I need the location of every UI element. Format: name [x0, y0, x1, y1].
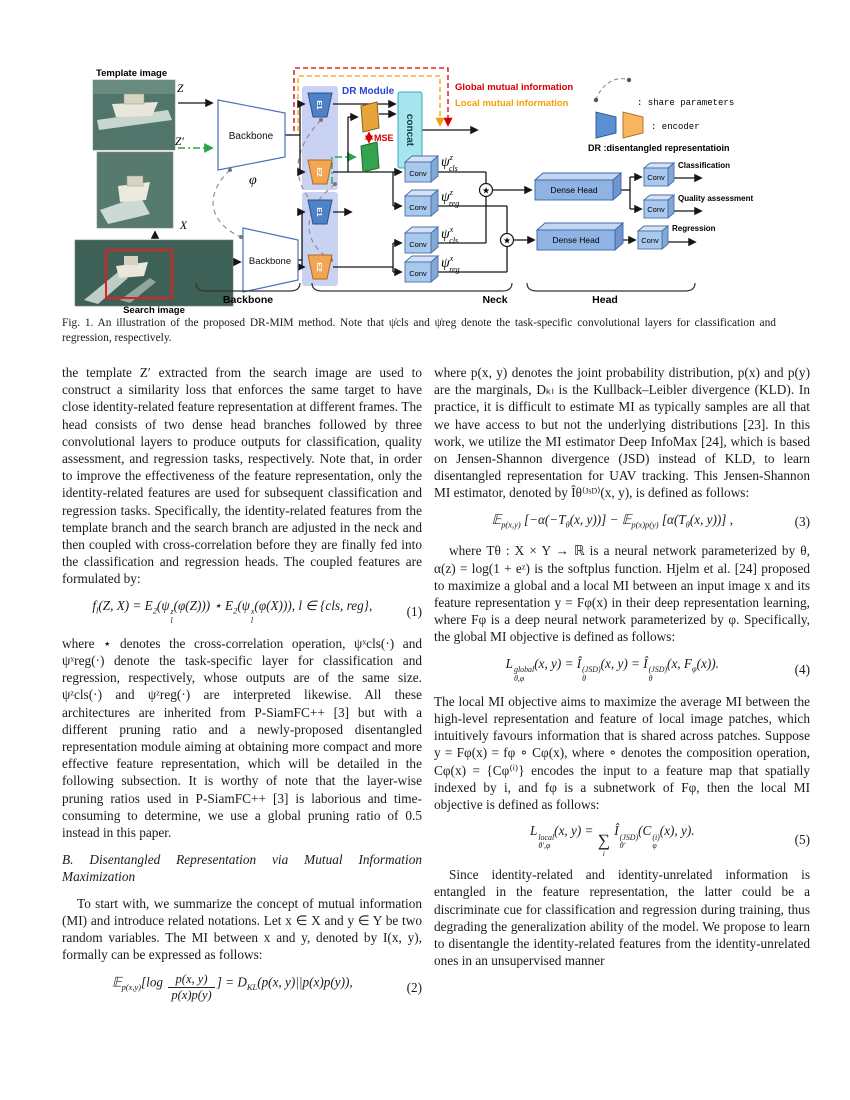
equation-3-number: (3): [794, 514, 810, 530]
figure-1-diagram: [55, 58, 795, 316]
conv-x-reg: [405, 256, 438, 282]
svg-text:Dense Head: Dense Head: [552, 235, 600, 245]
conv-z-cls: [405, 156, 438, 182]
dense-head-cls: [535, 173, 621, 200]
equation-1: [62, 597, 422, 626]
svg-text:Dense Head: Dense Head: [550, 185, 598, 195]
svg-text:★: ★: [481, 185, 491, 196]
neck-group-label: Neck: [482, 294, 508, 306]
svg-text:Conv: Conv: [409, 269, 427, 278]
psi-x-cls-label: $\psi^x$ cls: [441, 225, 459, 245]
left-column: [62, 364, 422, 1011]
svg-text:Conv: Conv: [647, 173, 665, 182]
svg-text:Conv: Conv: [647, 205, 665, 214]
section-b-heading: B. Disentangled Representation via Mutual Information Maximization: [62, 852, 422, 885]
classification-label: Classification: [678, 161, 731, 170]
equation-3: [434, 511, 810, 534]
svg-text:★: ★: [502, 235, 512, 246]
legend-encoder-label: : encoder: [651, 122, 700, 132]
paragraph-architecture: where ⋆ denotes the cross-correlation operation, ψˣcls(·) and ψˣreg(·) denote the task-specific layer for classification and regression, respectively, whose outputs are of the same size. ψᶻcls(·) and ψᶻreg(·) are interpreted likewise. All these architectures are inherited from P-SiamFC++ [3] but with a different pruning ratio and a newly-proposed disentangled representation module aiming at obtaining more compact and more effective feature representation, which will be detailed in the following subsection. It is worthy of note that the layer-wise pruning ratios used in P-SiamFC++ [3] is laborious and time-consuming to determine, we use a global pruning ratio of 0.5 instead in this paper.: [62, 635, 422, 840]
z-prime-label: Z′: [175, 136, 184, 148]
svg-text:E2: E2: [315, 167, 324, 177]
paragraph-local-mi: The local MI objective aims to maximize the average MI between the high-level representation and feature of local image patches, which intuitively favours information that is shared across patches. Suppose y = Fφ(x) = fφ ∘ Cφ(x), where ∘ denotes the composition operation, Cφ(x) = {Cφ⁽ⁱ⁾} encodes the input to a feature map that spatially indexed by i, and fφ is a subnetwork of Fφ, then the local MI objective is defined as follows:: [434, 693, 810, 812]
svg-text:Conv: Conv: [641, 236, 659, 245]
backbone-top: [218, 100, 285, 170]
backbone-bottom: [243, 228, 298, 292]
paragraph-kld: where p(x, y) denotes the joint probability distribution, p(x) and p(y) are the marginals, Dₖₗ is the Kullback–Leibler divergence (KLD). In practice, it is difficult to estimate MI as typically samples are all that we have access to but not the underlying distributions [23]. In this work, we utilize the MI estimator Deep InfoMax [24], which is based on Jensen-Shannon divergence (JSD) instead of KLD, to learn disentangled representation for UAV tracking. This Jensen-Shannon MI estimator, denoted by Îθ⁽ᴶˢᴰ⁾(x, y), is defined as follows:: [434, 365, 810, 501]
equation-2: [62, 972, 422, 1002]
equation-1-number: (1): [406, 603, 422, 619]
template-image-1: [93, 80, 175, 150]
local-mi-label: Local mutual information: [455, 98, 569, 109]
search-image: [75, 240, 233, 306]
equation-5-number: (5): [794, 832, 810, 848]
svg-text:Backbone: Backbone: [248, 256, 292, 267]
quality-assessment-label: Quality assessment: [678, 194, 754, 203]
equation-2-body: 𝔼$_{p(x,y)}$[log $\frac{p(x, y)}{p(x)p(y)}$ ] = $D_{KL}(p(x$, y)||p(x)p(y)),: [111, 972, 353, 1002]
psi-z-reg-label: $\psi^z$ reg: [441, 188, 460, 208]
mse-label: MSE: [374, 133, 394, 143]
dense-head-reg: [537, 223, 623, 250]
figure-legend: [588, 78, 734, 153]
identity-feature-slab: [361, 102, 379, 132]
svg-text:Conv: Conv: [409, 203, 427, 212]
svg-text:E1: E1: [315, 100, 324, 110]
search-image-label: Search image: [123, 305, 185, 316]
legend-encoder-blue: [596, 112, 616, 138]
paragraph-head-description: the template Z′ extracted from the search image are used to construct a similarity loss that enforces the same target to have close identity-related feature representation at different frames. The head consists of two dense head branches followed by three convolutional layers to produce outputs for classification, quality assessment, and regression tasks, respectively. Note that, in order to improve the effectiveness of the feature representation, only the identity-related features are used for subsequent classification and regression tasks. Specifically, the identity-related features from the template branch and the search branch are adjusted in the neck and then coupled with cross-correlation before they are finally fed into the classification and regression heads. The coupled features are formulated by:: [62, 365, 422, 587]
svg-text:Conv: Conv: [409, 240, 427, 249]
svg-text:concat: concat: [404, 113, 415, 147]
conv-z-reg: [405, 190, 438, 216]
paragraph-disentangle: Since identity-related and identity-unrelated information is entangled in the feature representation, the latter could be a discriminate cue for classification and regression during training, thus degrading the generalization ability of the model. We propose to learn to disentangle the identity-related features from the identity-unrelated ones in an unsupervised manner: [434, 867, 810, 969]
z-label: Z: [177, 83, 184, 95]
psi-z-cls-label: $\psi^z$ cls: [441, 153, 458, 173]
equation-5-body: L local θ′,φ (x, y) = ∑ i Î (JSD) θ′ (C (i) φ (x), y).: [530, 823, 695, 858]
equation-4: [434, 655, 810, 684]
equation-4-number: (4): [794, 661, 810, 677]
figure-caption: Fig. 1. An illustration of the proposed DR-MIM method. Note that ψ̇cls and ψ̇reg denote the task-specific convolutional layers for classification and regression, respectively.: [62, 317, 776, 344]
global-mi-label: Global mutual information: [455, 82, 574, 93]
equation-2-number: (2): [406, 979, 422, 995]
z-prime-feature-slab: [361, 142, 379, 172]
equation-5: [434, 822, 810, 857]
paragraph-mi-intro: To start with, we summarize the concept of mutual information (MI) and introduce related notations. Let x ∈ X and y ∈ Y be two random variables. The MI between x and y, denoted by I(x, y), formally can be expressed as follows:: [62, 895, 422, 963]
x-label: X: [180, 220, 188, 232]
right-column: [434, 364, 810, 969]
cross-correlation-cls: [480, 184, 493, 197]
svg-text:Conv: Conv: [409, 169, 427, 178]
regression-label: Regression: [672, 224, 716, 233]
conv-x-cls: [405, 227, 438, 253]
conv-head-regression: [638, 226, 668, 249]
equation-1-body: $f_l(Z$, $X) = E_2(\psi$ z l (φ(Z))) ⋆ $E_2(\psi$ x l (φ(X))), l ∈ {cls, reg},: [92, 597, 373, 625]
template-image-label: Template image: [96, 68, 168, 79]
conv-head-classification: [644, 163, 674, 186]
legend-dr-label: DR :disentangled representatioin: [588, 143, 730, 153]
svg-text:Backbone: Backbone: [228, 131, 274, 142]
legend-share-label: : share parameters: [637, 98, 735, 108]
equation-4-body: L global θ,φ (x, y) = Î (JSD) θ (x, y) = Î (JSD) θ (x, $F_\varphi(x)$).: [505, 655, 719, 683]
conv-head-quality: [644, 195, 674, 218]
backbone-group-label: Backbone: [222, 294, 274, 306]
svg-text:E2: E2: [315, 262, 324, 272]
template-image-2: [97, 152, 173, 228]
head-group-label: Head: [592, 294, 618, 306]
svg-text:E1: E1: [315, 207, 324, 217]
equation-3-body: 𝔼$_{p(x,y)}$ [$-\alpha(-T_\theta(x$, y))] − 𝔼$_{p(x)p(y)}$ [$\alpha(T_\theta(x$, y))] ,: [491, 511, 734, 530]
dr-module-label: DR Module: [342, 86, 395, 97]
cross-correlation-reg: [501, 234, 514, 247]
paragraph-softplus: where Tθ : X × Y → ℝ is a neural network parameterized by θ, α(z) = log(1 + eᶻ) is the softplus function. Hjelm et al. [24] proposed to maximize a global and a local MI between an input image x and its feature representation y = Fφ(x) in their deep representation learning, where Fφ is a deep neural network parameterized by φ. Specifically, the global MI objective is defined as follows:: [434, 543, 810, 645]
legend-encoder-orange: [623, 112, 643, 138]
legend-share-curve: [596, 79, 629, 100]
phi-label: φ: [249, 173, 257, 188]
psi-x-reg-label: $\psi^x$ reg: [441, 254, 460, 274]
